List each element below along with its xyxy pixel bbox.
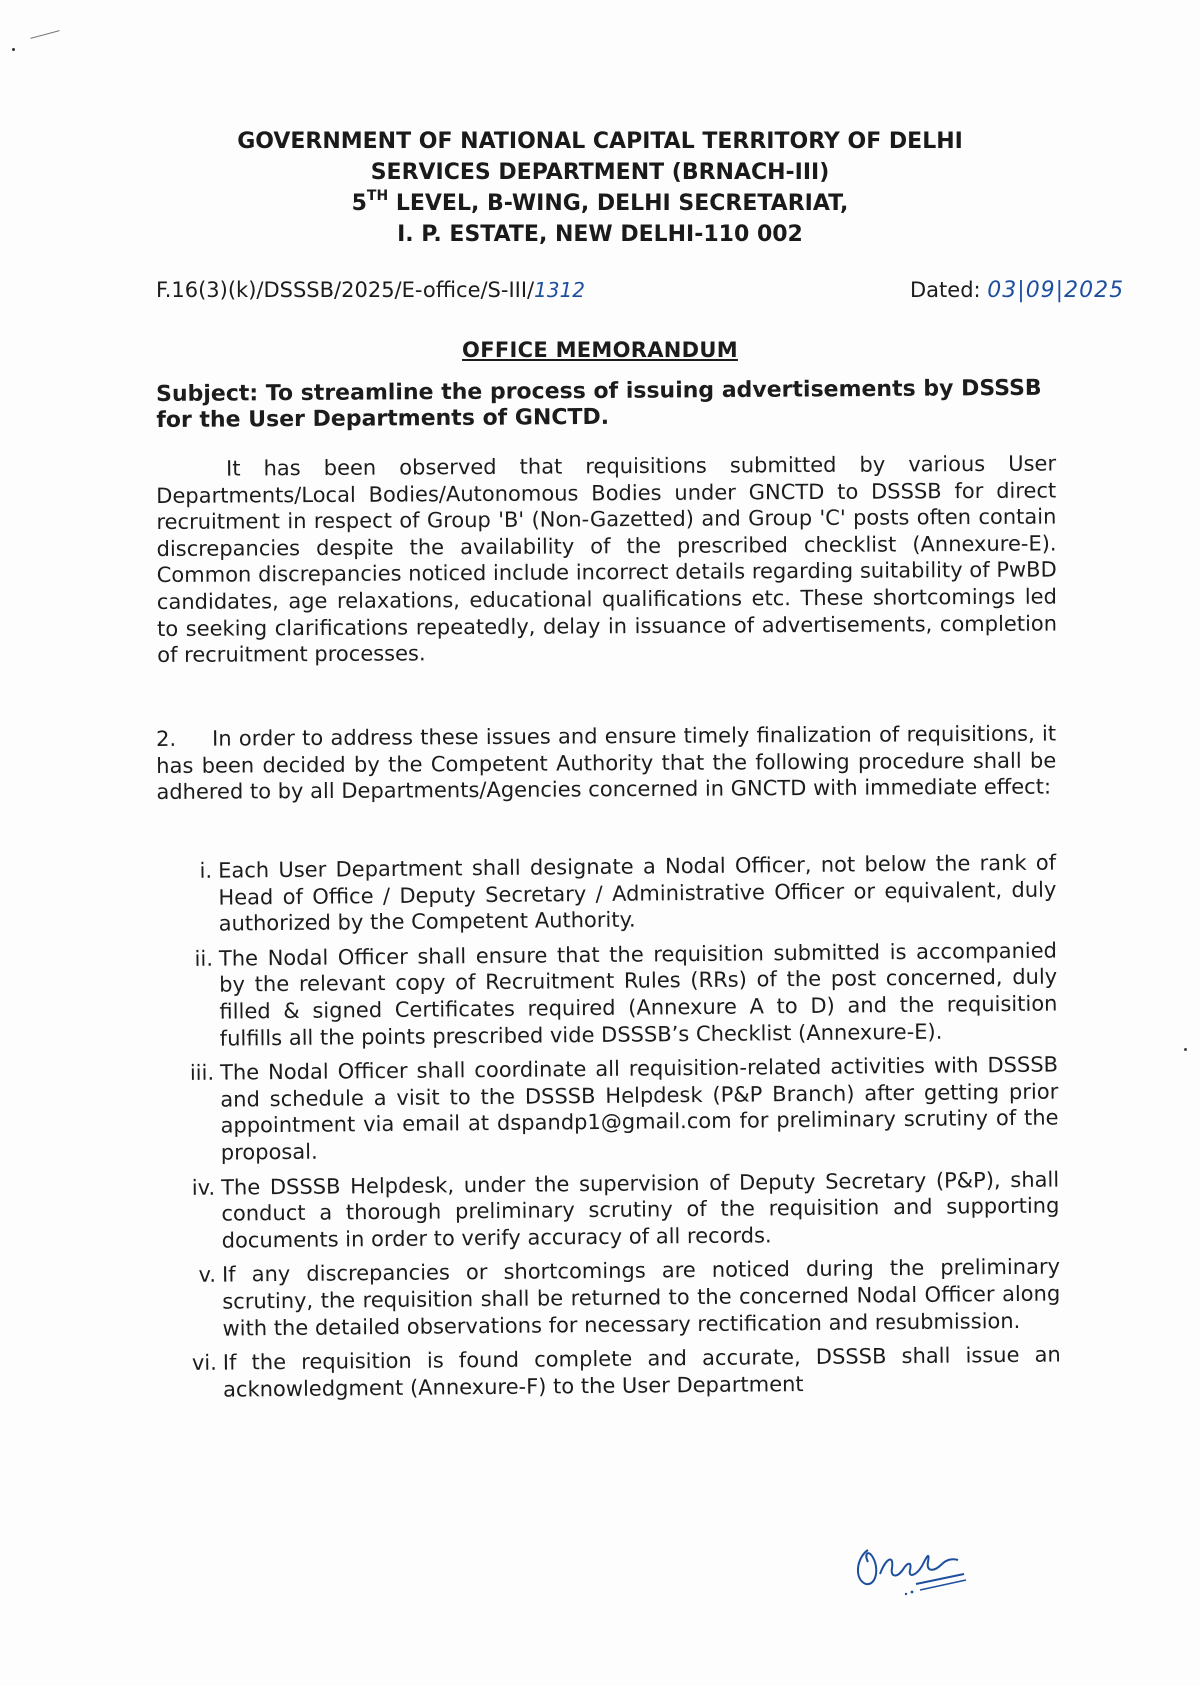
list-item [180,1254,1061,1342]
memo-title: OFFICE MEMORANDUM [462,338,738,362]
list-numeral: ii. [194,946,214,971]
list-item [176,850,1057,938]
handwritten-date: 03|09|2025 [987,278,1125,303]
signature-mark [846,1528,986,1598]
scan-artifact [1184,1048,1187,1051]
paragraph-2-text: In order to address these issues and ensure timely finalization of requisitions, it has been decided by the Competent Authority that the following procedure shall be adhered to by all Departments/Agencies concerned in GNCTD with immediate effect: [156,721,1057,805]
paragraph-number: 2. [156,726,177,751]
handwritten-file-number: 1312 [534,278,586,302]
list-item-text: If the requisition is found complete and accurate, DSSSB shall issue an acknowledgment (Annexure-F) to the User Department [222,1342,1061,1402]
letterhead-line-department: SERVICES DEPARTMENT (BRNACH-III) [370,160,830,185]
scan-artifact [30,30,59,39]
scan-artifact [12,48,15,51]
list-numeral: vi. [191,1350,217,1375]
list-item-text: The DSSSB Helpdesk, under the supervision of Deputy Secretary (P&P), shall conduct a thorough preliminary scrutiny of the requisition and supporting documents in order to verify accuracy of all records. [221,1167,1060,1253]
paragraph-1: It has been observed that requisitions submitted by various User Departments/Local Bodies/Autonomous Bodies under GNCTD to DSSSB for direct recruitment in respect of Group 'B' (Non-Gazetted) and Group 'C' posts often contain discrepancies despite the availability of the prescribed checklist (Annexure-E). Common discrepancies noticed include incorrect details regarding suitability of PwBD candidates, age relaxations, educational qualifications etc. These shortcomings led to seeking clarifications repeatedly, delay in issuance of advertisements, completion of recruitment processes. [156,451,1058,668]
letterhead [150,126,1050,250]
list-numeral: iv. [191,1175,216,1200]
list-item-text: The Nodal Officer shall ensure that the requisition submitted is accompanied by the relevant copy of Recruitment Rules (RRs) of the post concerned, duly filled & signed Certificates required (Annexure A to D) and the requisition fulfills all the points prescribed vide DSSSB’s Checklist (Annexure-E). [218,938,1058,1051]
list-item-text: Each User Department shall designate a Nodal Officer, not below the rank of Head of Office / Deputy Secretary / Administrative Officer or equivalent, duly authorized by the Competent Authority. [218,850,1057,936]
letterhead-line-city: I. P. ESTATE, NEW DELHI-110 002 [397,222,803,247]
list-item [178,1052,1059,1167]
list-item [181,1342,1061,1404]
list-numeral: i. [199,858,213,883]
list-numeral: v. [198,1262,217,1288]
date-line: Dated: 03|09|2025 [910,278,1125,303]
procedure-list [176,850,1061,1412]
list-item [177,937,1058,1052]
list-numeral: iii. [189,1060,215,1086]
file-number: F.16(3)(k)/DSSSB/2025/E-office/S-III/1312 [156,278,586,302]
paragraph-2 [156,721,1056,806]
list-item-text: The Nodal Officer shall coordinate all requisition-related activities with DSSSB and schedule a visit to the DSSSB Helpdesk (P&P Branch) after getting prior appointment via email at dspandp1@gmail.com for preliminary scrutiny of the proposal. [219,1052,1059,1165]
letterhead-line-address: 5TH LEVEL, B-WING, DELHI SECRETARIAT, [351,187,849,216]
subject-line: Subject: To streamline the process of issuing advertisements by DSSSB for the User Departments of GNCTD. [156,375,1042,433]
list-item [179,1166,1060,1254]
list-item-text: If any discrepancies or shortcomings are noticed during the preliminary scrutiny, the requisition shall be returned to the concerned Nodal Officer along with the detailed observations for necessary rectification and resubmission. [221,1254,1061,1341]
letterhead-line-government: GOVERNMENT OF NATIONAL CAPITAL TERRITORY OF DELHI [237,129,963,154]
